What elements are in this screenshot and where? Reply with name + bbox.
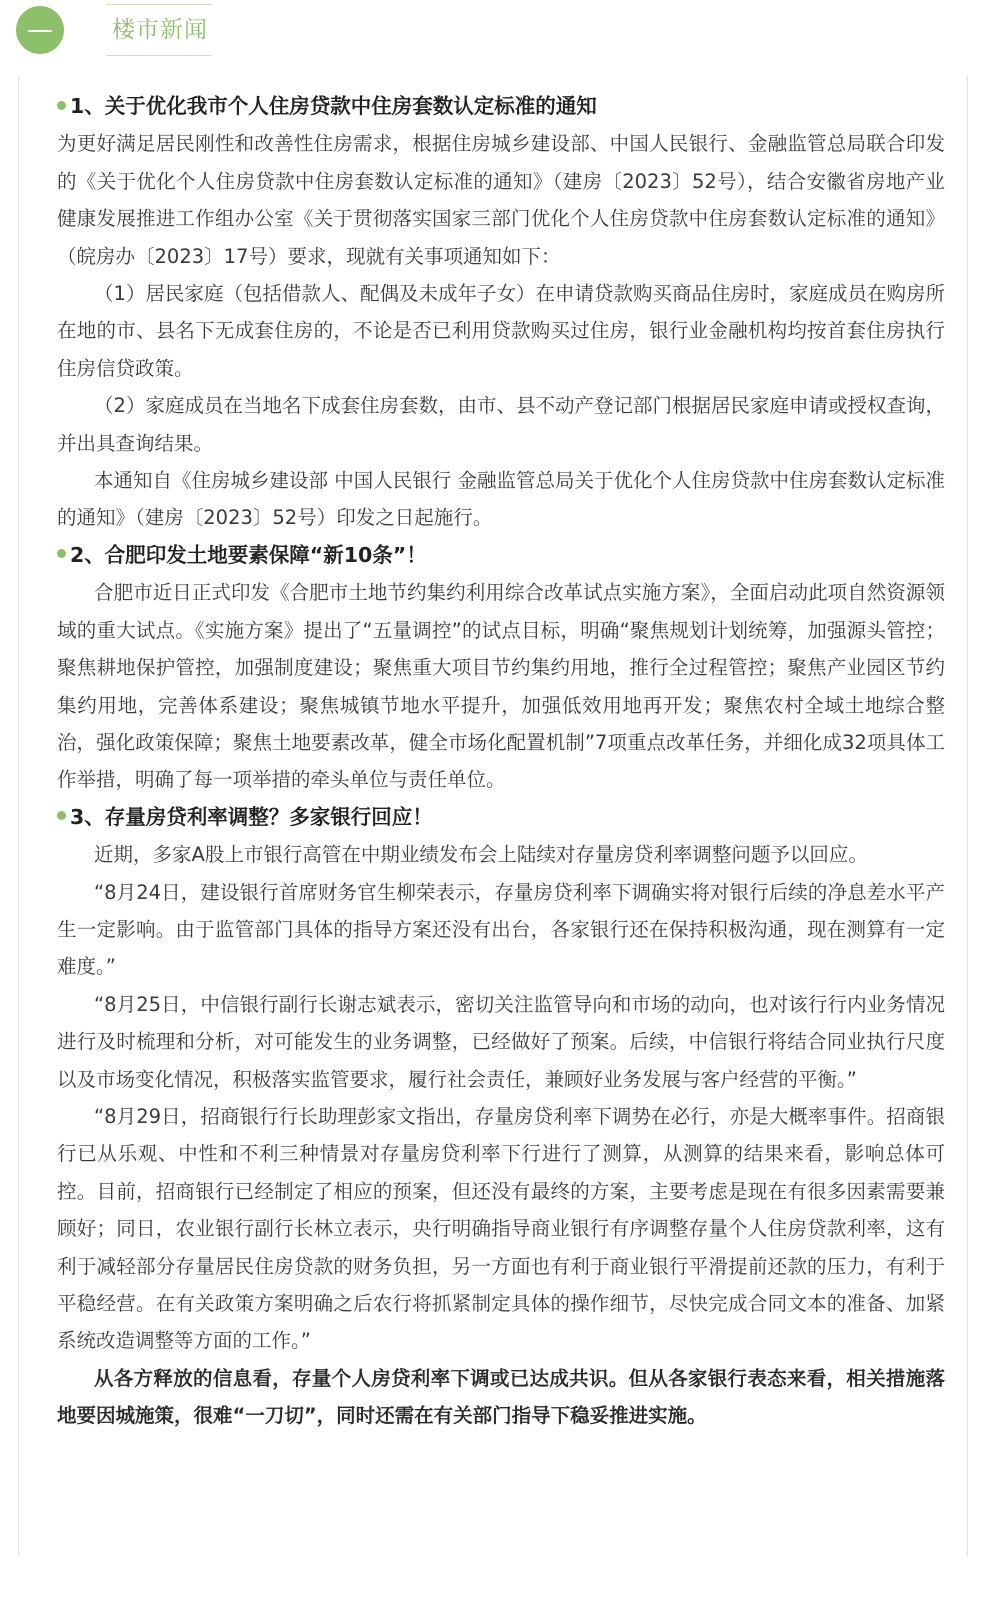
article-heading-text: 3、存量房贷利率调整？多家银行回应！	[70, 804, 433, 829]
bullet-dot-icon	[57, 101, 66, 110]
article-heading-text: 1、关于优化我市个人住房贷款中住房套数认定标准的通知	[70, 94, 597, 118]
section-title: 楼市新闻	[112, 17, 208, 43]
article-heading-3	[57, 799, 945, 836]
article-heading-2	[57, 537, 945, 574]
badge-symbol: —	[27, 15, 53, 45]
article-paragraph: 近期，多家A股上市银行高管在中期业绩发布会上陆续对存量房贷利率调整问题予以回应。	[94, 843, 868, 867]
article-paragraph: 为更好满足居民刚性和改善性住房需求，根据住房城乡建设部、中国人民银行、金融监管总局联合印发的《关于优化个人住房贷款中住房套数认定标准的通知》（建房〔2023〕52号），结合安徽省房地产业健康发展推进工作组办公室《关于贯彻落实国家三部门优化个人住房贷款中住房套数认定标准的通知》（皖房办〔2023〕17号）要求，现就有关事项通知如下：	[57, 132, 945, 268]
bullet-dot-icon	[57, 811, 66, 820]
section-title-box	[106, 4, 212, 56]
article-paragraph: （1）居民家庭（包括借款人、配偶及未成年子女）在申请贷款购买商品住房时，家庭成员在购房所在地的市、县名下无成套住房的，不论是否已利用贷款购买过住房，银行业金融机构均按首套住房执行住房信贷政策。	[57, 282, 945, 380]
article-paragraph: 合肥市近日正式印发《合肥市土地节约集约利用综合改革试点实施方案》，全面启动此项自然资源领域的重大试点。《实施方案》提出了“五量调控”的试点目标，明确“聚焦规划计划统筹，加强源头管控；聚焦耕地保护管控，加强制度建设；聚焦重大项目节约集约用地，推行全过程管控；聚焦产业园区节约集约用地，完善体系建设；聚焦城镇节地水平提升，加强低效用地再开发；聚焦农村全域土地综合整治，强化政策保障；聚焦土地要素改革，健全市场化配置机制”7项重点改革任务，并细化成32项具体工作举措，明确了每一项举措的牵头单位与责任单位。	[57, 581, 945, 792]
section-badge-icon	[16, 6, 64, 54]
bullet-dot-icon	[57, 549, 66, 558]
article-body	[57, 88, 945, 1435]
article-paragraph: 本通知自《住房城乡建设部 中国人民银行 金融监管总局关于优化个人住房贷款中住房套数认定标准的通知》（建房〔2023〕52号）印发之日起施行。	[57, 469, 945, 530]
article-conclusion: 从各方释放的信息看，存量个人房贷利率下调或已达成共识。但从各家银行表态来看，相关措施落地要因城施策，很难“一刀切”，同时还需在有关部门指导下稳妥推进实施。	[57, 1366, 945, 1428]
section-header	[0, 0, 984, 70]
article-heading-text: 2、合肥印发土地要素保障“新10条”！	[70, 542, 427, 567]
article-paragraph: “8月24日，建设银行首席财务官生柳荣表示，存量房贷利率下调确实将对银行后续的净息差水平产生一定影响。由于监管部门具体的指导方案还没有出台，各家银行还在保持积极沟通，现在测算有一定难度。”	[57, 880, 945, 979]
article-paragraph: “8月25日，中信银行副行长谢志斌表示，密切关注监管导向和市场的动向，也对该行行内业务情况进行及时梳理和分析，对可能发生的业务调整，已经做好了预案。后续，中信银行将结合同业执行尺度以及市场变化情况，积极落实监管要求，履行社会责任，兼顾好业务发展与客户经营的平衡。”	[57, 992, 945, 1091]
article-paragraph: （2）家庭成员在当地名下成套住房套数，由市、县不动产登记部门根据居民家庭申请或授权查询，并出具查询结果。	[57, 394, 945, 455]
article-heading-1	[57, 88, 945, 125]
article-paragraph: “8月29日，招商银行行长助理彭家文指出，存量房贷利率下调势在必行，亦是大概率事件。招商银行已从乐观、中性和不利三种情景对存量房贷利率下行进行了测算，从测算的结果来看，影响总体可控。目前，招商银行已经制定了相应的预案，但还没有最终的方案，主要考虑是现在有很多因素需要兼顾好；同日，农业银行副行长林立表示，央行明确指导商业银行有序调整存量个人住房贷款利率，这有利于减轻部分存量居民住房贷款的财务负担，另一方面也有利于商业银行平滑提前还款的压力，有利于平稳经营。在有关政策方案明确之后农行将抓紧制定具体的操作细节，尽快完成合同文本的准备、加紧系统改造调整等方面的工作。”	[57, 1104, 945, 1353]
